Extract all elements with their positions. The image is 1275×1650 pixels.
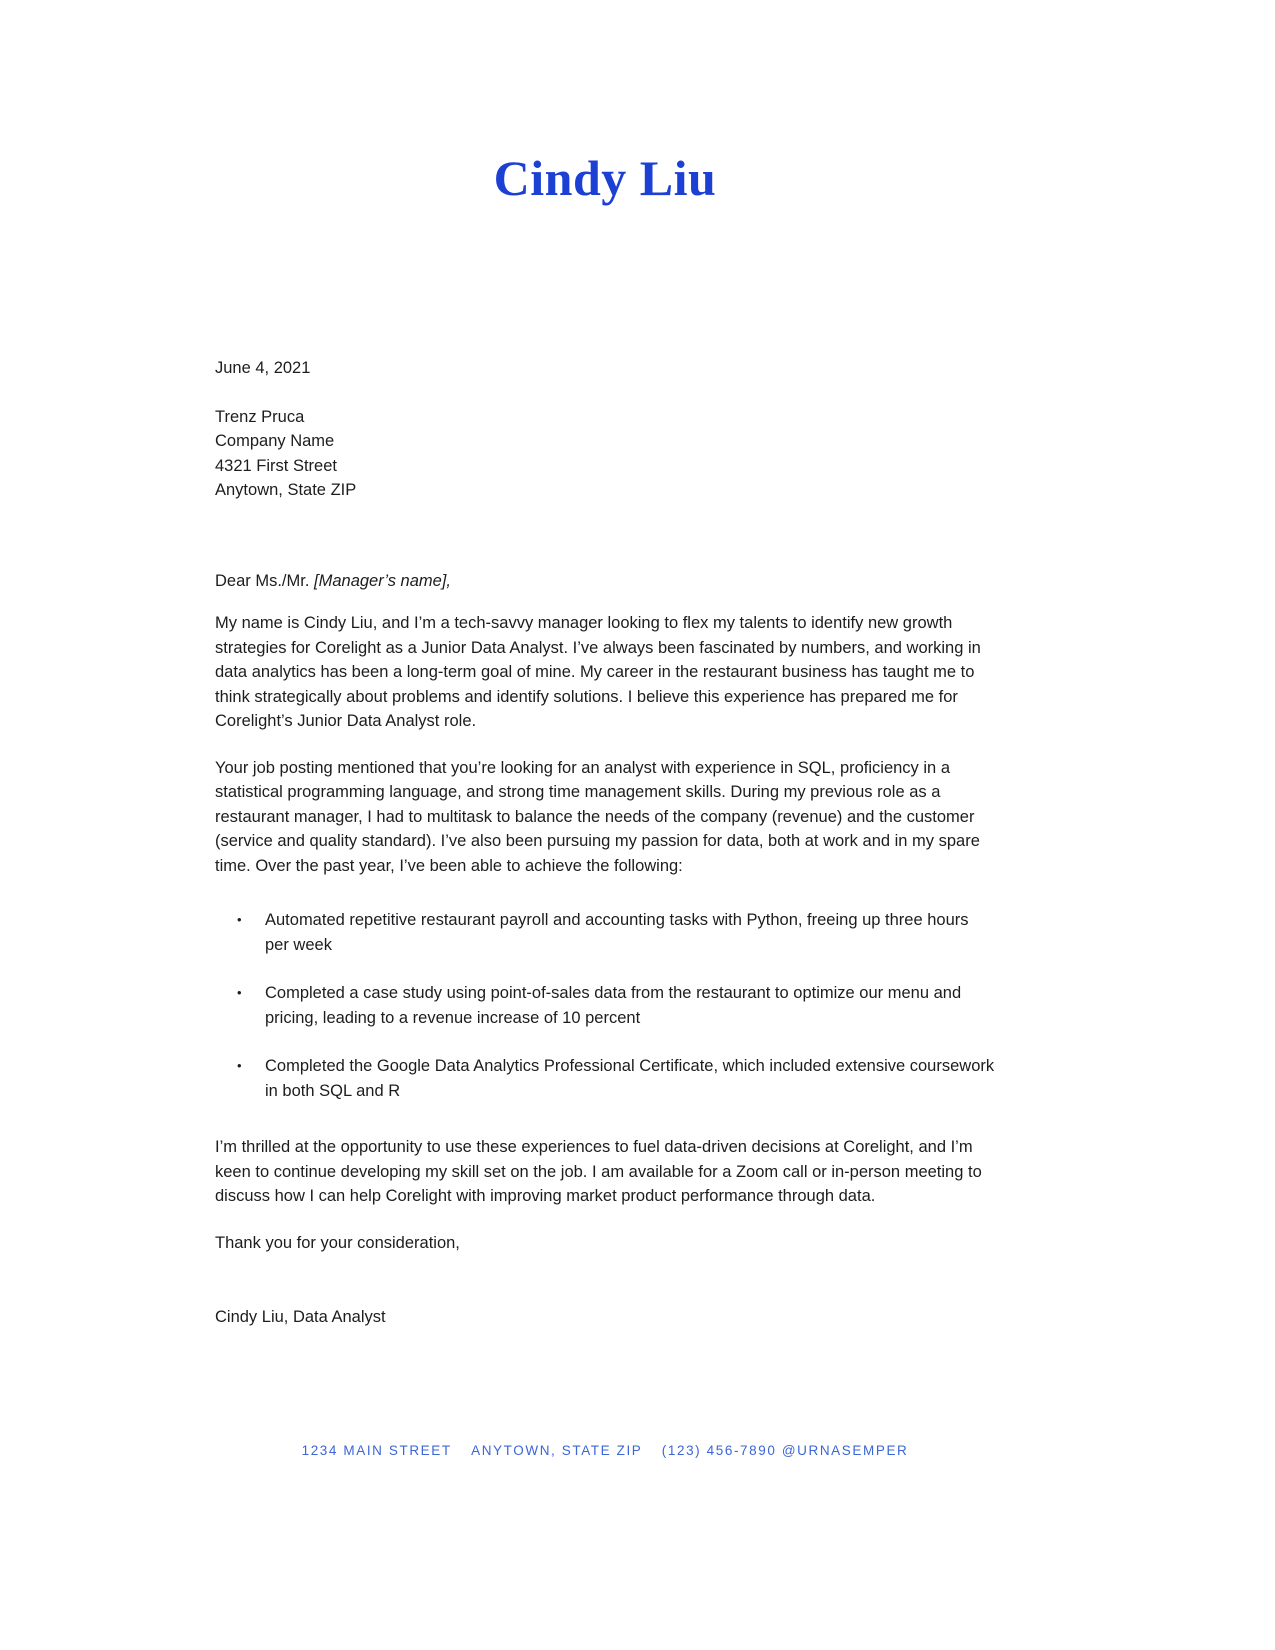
recipient-city: Anytown, State ZIP [215, 481, 357, 499]
recipient-name: Trenz Pruca [215, 407, 305, 426]
salutation [215, 569, 995, 594]
signature: Cindy Liu, Data Analyst [215, 1308, 386, 1326]
recipient-company: Company Name [215, 432, 335, 450]
list-item-text: Completed the Google Data Analytics Professional Certificate, which included extensive coursework in both SQL and R [265, 1057, 995, 1100]
bullet-icon: • [237, 912, 242, 927]
paragraph-closing: I’m thrilled at the opportunity to use these experiences to fuel data-driven decisions at Corelight, and I’m keen to continue developing my skill set on the job. I am available for a Zoom call or in-person meeting to discuss how I can help Corelight with improving market product performance through data. [215, 1138, 982, 1205]
paragraph-qualifications: Your job posting mentioned that you’re looking for an analyst with experience in SQL, proficiency in a statistical programming language, and strong time management skills. During my previous role as a restaurant manager, I had to multitask to balance the needs of the company (revenue) and the customer (service and quality standard). I’ve also been pursuing my passion for data, both at work and in my spare time. Over the past year, I’ve been able to achieve the following: [215, 758, 980, 875]
list-item-text: Completed a case study using point-of-sales data from the restaurant to optimize our menu and pricing, leading to a revenue increase of 10 percent [265, 984, 962, 1027]
letter-date: June 4, 2021 [215, 359, 311, 377]
achievement-list [215, 908, 995, 1103]
footer-city: ANYTOWN, STATE ZIP [471, 1443, 643, 1458]
paragraph-intro: My name is Cindy Liu, and I’m a tech-savvy manager looking to flex my talents to identify new growth strategies for Corelight as a Junior Data Analyst. I’ve always been fascinated by numbers, and working in data analytics has been a long-term goal of mine. My career in the restaurant business has taught me to think strategically about problems and identify solutions. I believe this experience has prepared me for Corelight’s Junior Data Analyst role. [215, 614, 981, 730]
closing-line: Thank you for your consideration, [215, 1233, 460, 1252]
page-title: Cindy Liu [493, 150, 717, 206]
bullet-icon: • [237, 985, 242, 1000]
list-item [215, 908, 995, 957]
letter-body [215, 356, 995, 1330]
recipient-street: 4321 First Street [215, 456, 337, 475]
list-item [215, 981, 995, 1030]
list-item [215, 1054, 995, 1103]
contact-footer [215, 1443, 995, 1458]
footer-street: 1234 MAIN STREET [301, 1443, 452, 1458]
salutation-prefix: Dear Ms./Mr. [215, 571, 315, 590]
footer-contact: (123) 456-7890 @URNASEMPER [661, 1443, 909, 1458]
bullet-icon: • [237, 1058, 242, 1073]
manager-name-placeholder: [Manager’s name], [314, 571, 451, 590]
list-item-text: Automated repetitive restaurant payroll and accounting tasks with Python, freeing up three hours per week [265, 911, 969, 954]
recipient-block [215, 405, 995, 503]
